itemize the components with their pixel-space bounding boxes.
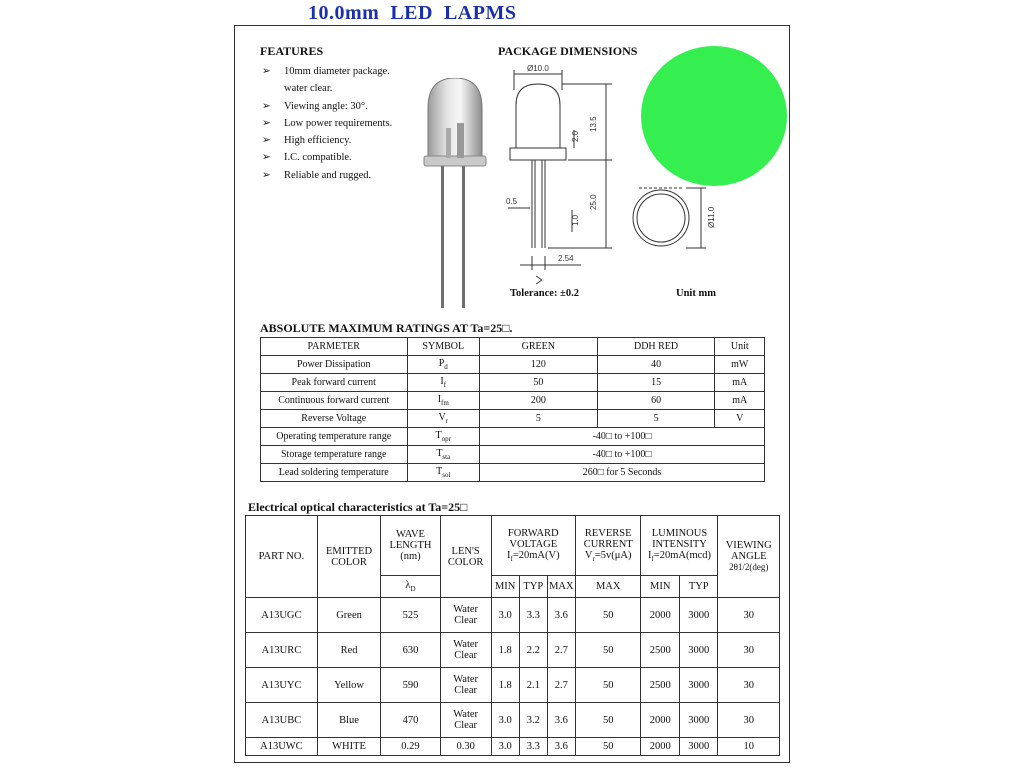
table-row: Power Dissipation $P_d$ 120 40 mW xyxy=(261,356,765,374)
feature-item: ➢ Reliable and rugged. xyxy=(262,167,392,184)
table-row: Reverse Voltage $V_r$ 5 5 V xyxy=(261,410,765,428)
dim-lead-gap: 1.0 xyxy=(571,214,580,226)
col-header: DDH RED xyxy=(597,338,715,356)
col-header-lens: LEN'S COLOR xyxy=(440,516,491,598)
led-photo xyxy=(420,78,490,310)
features-heading: FEATURES xyxy=(260,44,324,58)
col-header-wave: WAVE LENGTH (nm) xyxy=(381,516,440,576)
col-header-reverse: REVERSE CURRENT $V_r=5v(\mu A)$ xyxy=(575,516,641,576)
amr-heading: ABSOLUTE MAXIMUM RATINGS AT Ta=25□. xyxy=(260,321,513,335)
dim-lead-width: 0.5 xyxy=(506,197,518,206)
dim-dome-height: 13.5 xyxy=(589,116,598,132)
bullet-arrow-icon: ➢ xyxy=(262,169,271,181)
table-subheader-row: $\lambda_D$ MIN TYP MAX MAX MIN TYP xyxy=(246,576,780,598)
eoc-heading: Electrical optical characteristics at Ta=25□ xyxy=(248,500,468,514)
dim-flange-diameter: Ø11.0 xyxy=(707,206,716,228)
tolerance-note: Tolerance: ±0.2 xyxy=(510,288,579,299)
features-list xyxy=(262,63,392,184)
table-row: Operating temperature range $T_{opr}$ -40□ to +100□ xyxy=(261,428,765,446)
dim-lead-length: 25.0 xyxy=(589,194,598,210)
feature-item: ➢ High efficiency. xyxy=(262,132,392,149)
col-header-luminous: LUMINOUS INTENSITY $I_f=20mA(mcd)$ xyxy=(641,516,718,576)
feature-item: ➢ I.C. compatible. xyxy=(262,149,392,166)
table-row: A13URC Red 630 Water Clear 1.8 2.2 2.7 50 2500 3000 30 xyxy=(246,633,780,668)
table-row: A13UYC Yellow 590 Water Clear 1.8 2.1 2.7 50 2500 3000 30 xyxy=(246,668,780,703)
col-header: PARMETER xyxy=(261,338,408,356)
table-header-row xyxy=(261,338,765,356)
package-heading: PACKAGE DIMENSIONS xyxy=(498,44,638,58)
table-row: A13UBC Blue 470 Water Clear 3.0 3.2 3.6 50 2000 3000 30 xyxy=(246,703,780,738)
table-row: Peak forward current $I_f$ 50 15 mA xyxy=(261,374,765,392)
feature-item: ➢ 10mm diameter package. xyxy=(262,63,392,80)
absolute-max-ratings-table xyxy=(260,337,765,482)
bullet-arrow-icon: ➢ xyxy=(262,100,271,112)
bullet-arrow-icon: ➢ xyxy=(262,66,271,77)
feature-item: water clear. xyxy=(284,83,333,95)
electrical-optical-table xyxy=(245,515,780,756)
col-header: GREEN xyxy=(480,338,598,356)
bullet-arrow-icon: ➢ xyxy=(262,135,271,147)
table-row: Storage temperature range $T_{sta}$ -40□ to +100□ xyxy=(261,446,765,464)
table-row: A13UGC Green 525 Water Clear 3.0 3.3 3.6 50 2000 3000 30 xyxy=(246,598,780,633)
dim-pitch: 2.54 xyxy=(558,254,574,263)
bullet-arrow-icon: ➢ xyxy=(262,117,271,129)
table-row: Continuous forward current $I_{fm}$ 200 60 mA xyxy=(261,392,765,410)
dim-top-diameter: Ø10.0 xyxy=(527,64,549,73)
feature-item: ➢ Low power requirements. xyxy=(262,115,392,132)
col-header: SYMBOL xyxy=(407,338,480,356)
col-header-forward: FORWARD VOLTAGE $I_f=20mA(V)$ xyxy=(491,516,575,576)
table-header-row xyxy=(246,516,780,576)
col-header: Unit xyxy=(715,338,765,356)
document-title: 10.0mm LED LAPMS xyxy=(308,2,517,24)
col-header-viewing: VIEWING ANGLE 2θ1/2(deg) xyxy=(718,516,780,598)
feature-item: ➢ Viewing angle: 30°. xyxy=(262,98,392,115)
table-row: Lead soldering temperature $T_{sol}$ 260□ for 5 Seconds xyxy=(261,464,765,482)
bullet-arrow-icon: ➢ xyxy=(262,152,271,164)
table-row: A13UWC WHITE 0.29 0.30 3.0 3.3 3.6 50 2000 3000 10 xyxy=(246,738,780,756)
dim-flange-height: 2.0 xyxy=(571,130,580,142)
col-header-part: PART NO. xyxy=(246,516,318,598)
unit-note: Unit mm xyxy=(676,288,716,299)
led-color-swatch xyxy=(641,46,787,186)
col-header-emitted: EMITTED COLOR xyxy=(317,516,380,598)
